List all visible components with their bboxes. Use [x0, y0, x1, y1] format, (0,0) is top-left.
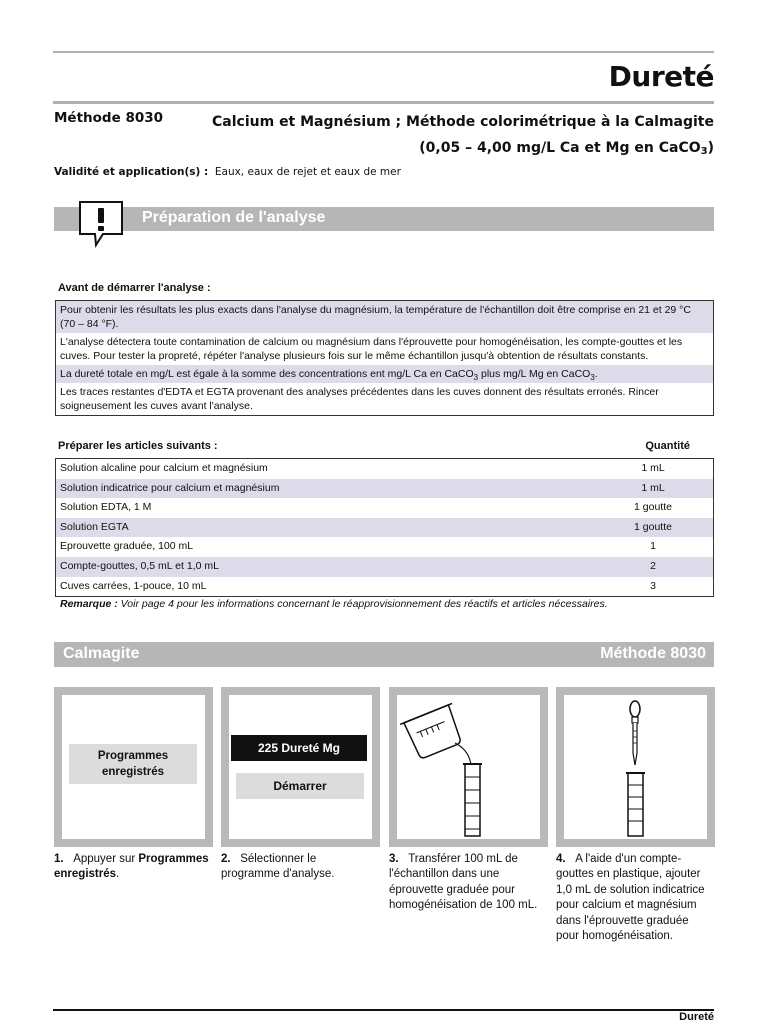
before-start-label: Avant de démarrer l'analyse : — [58, 282, 211, 294]
title-rule — [53, 101, 714, 104]
items-header-label: Préparer les articles suivants : — [58, 440, 218, 452]
step-1-illustration — [54, 687, 213, 847]
note-row: Pour obtenir les résultats les plus exacts dans l'analyse du magnésium, la température de l'échantillon doit être comprise en 21 et 29 °C (70 – 84 °F). — [56, 301, 713, 333]
preparation-section-title: Préparation de l'analyse — [142, 209, 326, 226]
step-4-text: 4. A l'aide d'un compte-gouttes en plastique, ajouter 1,0 mL de solution indicatrice pour calcium et magnésium dans l'éprouvette graduée pour homogénéisation. — [556, 853, 705, 943]
step-3-illustration — [389, 687, 548, 847]
step-4-illustration — [556, 687, 715, 847]
item-name: Solution EDTA, 1 M — [60, 501, 152, 514]
item-name: Compte-gouttes, 0,5 mL et 1,0 mL — [60, 559, 219, 572]
item-qty: 1 mL — [641, 481, 665, 494]
remark — [60, 598, 608, 610]
step-number: 4. — [556, 853, 566, 865]
top-rule — [53, 51, 714, 53]
step-number: 3. — [389, 853, 399, 865]
notes-table — [55, 300, 714, 416]
document-title: Dureté — [608, 60, 714, 93]
calmagite-section-title: Calmagite — [63, 645, 140, 662]
step-3-text: 3. Transférer 100 mL de l'échantillon dans une éprouvette graduée pour homogénéisation de 100 mL. — [389, 853, 538, 912]
warning-speech-icon — [77, 200, 125, 248]
preparation-section-header — [54, 207, 714, 231]
step-1-text: 1. Appuyer sur Programmes enregistrés. — [54, 853, 209, 881]
remark-text: Voir page 4 pour les informations concernant le réapprovisionnement des réactifs et articles nécessaires. — [117, 598, 608, 610]
item-qty: 1 goutte — [634, 520, 672, 533]
item-row — [56, 577, 713, 597]
method-title — [212, 109, 714, 161]
item-row — [56, 537, 713, 557]
program-display[interactable]: 225 Dureté Mg — [231, 735, 367, 761]
validity-label: Validité et application(s) : — [54, 166, 209, 178]
step-2-illustration — [221, 687, 380, 847]
item-qty: 1 mL — [641, 462, 665, 474]
validity-text: Eaux, eaux de rejet et eaux de mer — [214, 166, 401, 178]
item-row — [56, 498, 713, 518]
item-qty: 1 goutte — [634, 501, 672, 514]
item-name: Cuves carrées, 1-pouce, 10 mL — [60, 579, 207, 592]
item-qty: 2 — [650, 559, 656, 572]
note-row: Les traces restantes d'EDTA et EGTA provenant des analyses précédentes dans les cuves donnent des résultats erronés. Rincer soigneusement les cuves avant l'analyse. — [60, 386, 659, 412]
validity-line — [54, 166, 401, 178]
items-table — [55, 458, 714, 597]
item-row — [56, 557, 713, 577]
note-row: L'analyse détectera toute contamination de calcium ou magnésium dans l'éprouvette pour homogénéisation, les compte-gouttes et les cuves. Pour tester la propreté, répéter l'analyse plusieurs fois sur le même échantillon jusqu'à obtention de résultats constants. — [60, 336, 683, 362]
method-id: Méthode 8030 — [54, 110, 164, 126]
beaker-pour-icon — [397, 695, 540, 839]
item-name: Solution indicatrice pour calcium et magnésium — [60, 481, 280, 494]
item-row — [56, 459, 713, 479]
item-qty: 1 — [650, 540, 656, 553]
method-range: (0,05 – 4,00 mg/L Ca et Mg en CaCO$_3$) — [419, 140, 714, 157]
step-2-text: 2. Sélectionner le programme d'analyse. — [221, 853, 335, 881]
bottom-rule — [53, 1009, 714, 1011]
item-row — [56, 479, 713, 499]
item-name: Eprouvette graduée, 100 mL — [60, 540, 194, 553]
items-header — [58, 440, 714, 452]
item-name: Solution alcaline pour calcium et magnésium — [60, 462, 268, 474]
step-number: 2. — [221, 853, 231, 865]
note-row: La dureté totale en mg/L est égale à la somme des concentrations ent mg/L Ca en CaCO$_3$ plus mg/L Mg en CaCO$_3$. — [56, 365, 713, 383]
calmagite-section-header — [54, 642, 714, 667]
calmagite-method-number: Méthode 8030 — [600, 645, 706, 662]
item-row — [56, 518, 713, 538]
remark-label: Remarque : — [60, 598, 118, 610]
start-button[interactable]: Démarrer — [236, 773, 364, 799]
footer-title: Dureté — [679, 1011, 714, 1023]
item-name: Solution EGTA — [60, 520, 129, 533]
item-qty: 3 — [650, 579, 656, 592]
step-number: 1. — [54, 853, 64, 865]
stored-programs-button[interactable]: Programmes enregistrés — [69, 744, 197, 784]
items-header-quantity: Quantité — [645, 440, 690, 452]
method-title-line: Calcium et Magnésium ; Méthode colorimétrique à la Calmagite — [212, 114, 714, 130]
dropper-cylinder-icon — [564, 695, 707, 839]
